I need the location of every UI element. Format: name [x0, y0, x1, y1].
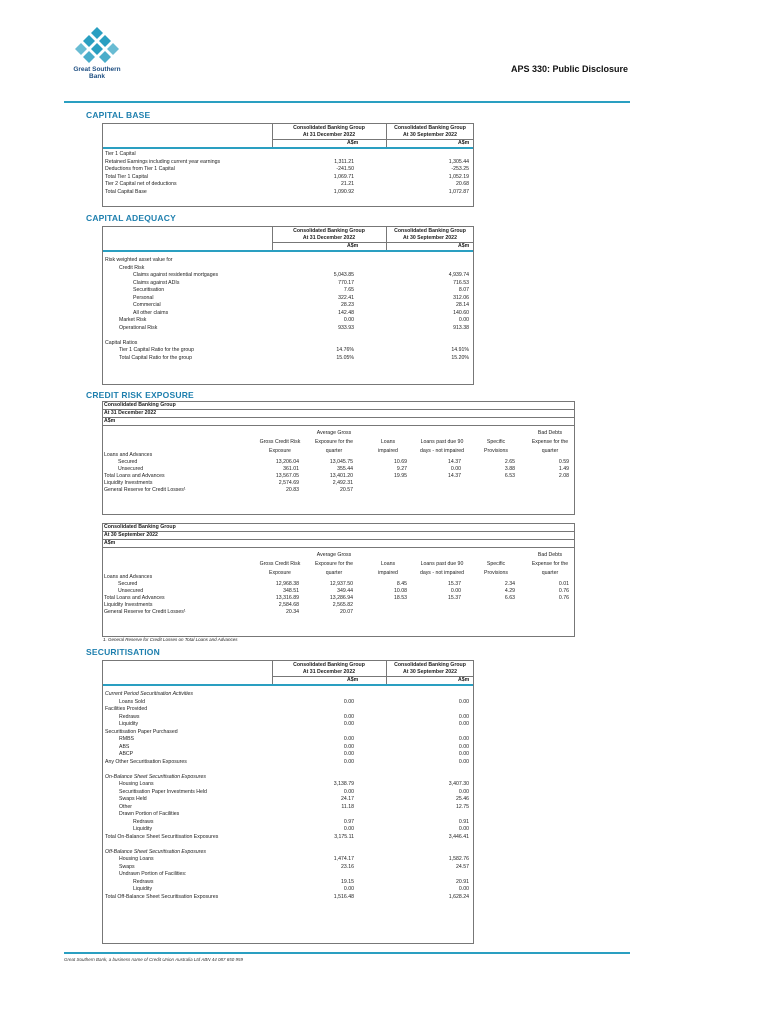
header-rule — [64, 101, 630, 103]
cell-value: 9.27 — [396, 466, 407, 472]
column-header: Specific — [486, 439, 506, 445]
cell-value: 2,574.69 — [278, 480, 299, 486]
value-dec: 28.23 — [341, 302, 354, 308]
row-label: Swaps Held — [119, 796, 147, 802]
col-header-sep-line1: Consolidated Banking Group — [394, 125, 466, 131]
table-row — [103, 452, 574, 459]
value-dec: -241.50 — [336, 166, 354, 172]
cell-value: 0.76 — [558, 588, 569, 594]
column-header: Expense for the — [531, 561, 569, 567]
value-dec: 1,069.71 — [333, 173, 354, 180]
table-row — [103, 609, 574, 616]
col-header-sep-line2: At 30 September 2022 — [403, 235, 457, 241]
column-header: Provisions — [484, 448, 508, 454]
bank-logo — [64, 26, 130, 80]
column-header: quarter — [541, 570, 559, 576]
cell-value: 15.37 — [448, 581, 461, 587]
cell-value: 12,968.38 — [275, 581, 299, 587]
cell-value: 15.37 — [448, 595, 461, 601]
header-rule-thin — [272, 676, 473, 677]
cell-value: 0.59 — [558, 459, 569, 465]
value-dec: 0.00 — [343, 751, 354, 757]
row-label: Retained Earnings including current year earnings — [105, 158, 221, 165]
table-unit-label: A$m — [103, 540, 574, 548]
value-dec: 0.00 — [343, 736, 354, 742]
cell-value: 18.53 — [394, 595, 407, 601]
row-label: Swaps — [119, 863, 135, 870]
value-sep: 28.14 — [456, 302, 469, 308]
value-dec: 0.00 — [343, 713, 354, 720]
value-dec: 21.21 — [341, 181, 354, 187]
row-label: Drawn Portion of Facilities — [119, 811, 180, 817]
row-label: Claims against residential mortgages — [133, 272, 219, 278]
cell-value: 10.69 — [394, 459, 407, 465]
row-label: Secured — [118, 459, 138, 465]
column-header: Bad Debts — [537, 430, 563, 436]
row-label: General Reserve for Credit Losses¹ — [104, 609, 186, 615]
value-dec: 0.00 — [343, 743, 354, 750]
cell-value: 348.51 — [283, 588, 299, 594]
col-header-sep-line2: At 30 September 2022 — [403, 669, 457, 675]
table-group-label: Consolidated Banking Group — [103, 524, 574, 532]
cell-value: 12,937.50 — [329, 581, 353, 587]
value-dec: 0.00 — [343, 758, 354, 765]
header-rule-thin — [272, 242, 473, 243]
row-label: Risk weighted asset value for — [105, 257, 173, 263]
row-label: Total Capital Base — [105, 188, 147, 195]
row-label: Other — [119, 803, 132, 810]
header-rule-accent — [103, 684, 473, 686]
unit-dec: A$m — [347, 677, 359, 683]
table-row — [103, 473, 574, 480]
row-label: Liquidity — [133, 886, 153, 892]
row-label: Liquidity Investments — [104, 480, 153, 486]
value-dec: 0.00 — [343, 698, 354, 705]
cell-value: 4.29 — [504, 588, 515, 594]
value-dec: 1,090.92 — [333, 188, 354, 195]
column-header: days - not impaired — [419, 570, 465, 576]
capital-base-table — [102, 123, 474, 207]
value-dec: 933.93 — [338, 324, 354, 331]
table-unit-label: A$m — [103, 418, 574, 426]
table-row — [103, 588, 574, 595]
value-sep: 0.00 — [458, 751, 469, 757]
capital-adequacy-table — [102, 226, 474, 385]
col-header-sep-line1: Consolidated Banking Group — [394, 228, 466, 234]
col-header-dec-line2: At 31 December 2022 — [302, 132, 356, 138]
cell-value: 20.07 — [340, 609, 353, 615]
row-label: Redraws — [119, 713, 140, 720]
cell-value: 361.01 — [283, 466, 299, 472]
value-dec: 0.00 — [343, 317, 354, 323]
value-sep: 0.00 — [458, 736, 469, 742]
row-label: Deductions from Tier 1 Capital — [105, 166, 175, 172]
column-header: Exposure for the — [314, 561, 354, 567]
credit-risk-table — [102, 523, 575, 637]
value-dec: 0.00 — [343, 886, 354, 892]
column-header: Specific — [486, 561, 506, 567]
cell-value: 1.49 — [558, 466, 569, 472]
column-header: Exposure — [269, 570, 291, 576]
row-label: Off-Balance Sheet Securitisation Exposures — [105, 848, 206, 855]
row-label: Undrawn Portion of Facilities: — [119, 871, 187, 877]
unit-sep: A$m — [458, 243, 470, 249]
row-label: All other claims — [133, 309, 169, 316]
value-sep: 0.00 — [458, 713, 469, 720]
cell-value: 2,492.31 — [332, 480, 353, 486]
row-label: Housing Loans — [119, 781, 154, 787]
row-label: Total On-Balance Sheet Securitisation Exposures — [105, 833, 219, 840]
row-label: Total Tier 1 Capital — [105, 173, 148, 180]
logo-text-line1: Great Southern — [73, 66, 121, 73]
value-dec: 0.97 — [343, 818, 354, 825]
unit-sep: A$m — [458, 140, 470, 146]
unit-dec: A$m — [347, 243, 359, 249]
column-header: Loans — [380, 439, 396, 445]
column-header: Average Gross — [316, 430, 352, 436]
col-header-sep-line1: Consolidated Banking Group — [394, 662, 466, 668]
table-row — [103, 574, 574, 581]
cell-value: 2.34 — [504, 581, 515, 587]
row-label: Securitisation — [133, 287, 165, 293]
row-label: General Reserve for Credit Losses¹ — [104, 487, 186, 493]
row-label: Housing Loans — [119, 856, 154, 862]
cell-value: 2.08 — [558, 473, 569, 479]
row-label: Securitisation Paper Purchased — [105, 728, 178, 735]
row-label: Claims against ADIs — [133, 279, 180, 286]
row-label: Unsecured — [118, 466, 144, 472]
row-label: Unsecured — [118, 588, 144, 594]
row-label: Capital Ratios — [105, 339, 138, 346]
column-headers — [103, 426, 574, 452]
col-header-dec-line2: At 31 December 2022 — [302, 235, 356, 241]
value-dec: 23.16 — [341, 863, 354, 870]
cell-value: 13,316.89 — [275, 595, 299, 601]
row-label: Secured — [118, 581, 138, 587]
securitisation-title: SECURITISATION — [86, 647, 160, 657]
value-sep: 0.00 — [458, 886, 469, 892]
row-label: Personal — [133, 294, 154, 301]
row-label: ABS — [119, 743, 130, 750]
value-dec: 19.15 — [341, 878, 354, 885]
value-dec: 3,175.11 — [334, 833, 354, 840]
cell-value: 14.37 — [448, 473, 461, 479]
row-label: Credit Risk — [119, 264, 145, 271]
value-sep: 0.00 — [458, 721, 469, 727]
row-label: Total Off-Balance Sheet Securitisation Exposures — [105, 893, 219, 900]
value-sep: 24.57 — [456, 863, 469, 870]
value-sep: 4,939.74 — [448, 272, 469, 278]
column-header: Gross Credit Risk — [259, 561, 301, 567]
row-label: Liquidity — [119, 721, 139, 727]
capital-base-title: CAPITAL BASE — [86, 110, 151, 120]
value-sep: 1,305.44 — [448, 158, 469, 165]
value-dec: 7.65 — [343, 287, 354, 293]
footer-text: Great Southern Bank, a business name of Credit Union Australia Ltd ABN 44 087 650 959 — [64, 957, 244, 962]
row-label: Total Capital Ratio for the group — [119, 354, 192, 361]
column-header: quarter — [541, 448, 559, 454]
column-header: Provisions — [484, 570, 508, 576]
row-label: Tier 1 Capital — [105, 151, 136, 157]
row-label: Market Risk — [119, 317, 147, 323]
value-dec: 0.00 — [343, 788, 354, 795]
cell-value: 13,401.20 — [329, 473, 353, 479]
value-sep: 15.20% — [451, 354, 469, 361]
value-sep: 140.60 — [453, 309, 469, 316]
row-label: Total Loans and Advances — [104, 595, 165, 601]
value-dec: 0.00 — [343, 721, 354, 727]
unit-dec: A$m — [347, 140, 359, 146]
col-header-dec-line1: Consolidated Banking Group — [293, 662, 365, 668]
table-row — [103, 480, 574, 487]
row-label: Loans and Advances — [104, 574, 153, 580]
value-sep: 1,052.19 — [448, 173, 469, 180]
row-label: Commercial — [133, 302, 161, 308]
value-sep: 0.00 — [458, 317, 469, 323]
row-label: RMBS — [119, 736, 134, 742]
table-row — [103, 466, 574, 473]
header-rule-accent — [103, 147, 473, 149]
column-header: Gross Credit Risk — [259, 439, 301, 445]
table-row — [103, 602, 574, 609]
table-row — [103, 581, 574, 588]
column-header: Loans past due 90 — [420, 439, 464, 445]
row-label: Liquidity — [133, 826, 153, 832]
col-header-dec-line1: Consolidated Banking Group — [293, 125, 365, 131]
credit-risk-table — [102, 401, 575, 515]
row-label: Loans Sold — [119, 698, 145, 705]
cell-value: 20.34 — [286, 609, 299, 615]
value-dec: 24.17 — [341, 796, 354, 802]
column-header: impaired — [378, 448, 398, 454]
value-sep: 1,628.24 — [448, 893, 469, 900]
value-sep: 0.00 — [458, 758, 469, 765]
col-header-sep-line2: At 30 September 2022 — [403, 132, 457, 138]
table-row — [103, 459, 574, 466]
table-group-label: Consolidated Banking Group — [103, 402, 574, 410]
row-label: Tier 1 Capital Ratio for the group — [119, 347, 195, 353]
table-date-label: At 30 September 2022 — [103, 532, 574, 540]
row-label: Liquidity Investments — [104, 602, 153, 608]
col-header-dec-line1: Consolidated Banking Group — [293, 228, 365, 234]
securitisation-table — [102, 660, 474, 944]
cell-value: 0.76 — [558, 595, 569, 601]
row-label: Operational Risk — [119, 324, 158, 331]
header-rule-accent — [103, 250, 473, 252]
value-sep: 14.91% — [451, 347, 469, 353]
cell-value: 2,584.68 — [278, 602, 299, 608]
column-header: quarter — [325, 448, 343, 454]
value-sep: 20.68 — [456, 181, 469, 187]
column-header: quarter — [325, 570, 343, 576]
value-sep: 312.06 — [453, 294, 469, 301]
cell-value: 8.45 — [396, 581, 407, 587]
cell-value: 0.00 — [450, 466, 461, 472]
logo-diamond-icon — [75, 26, 119, 64]
credit-risk-title: CREDIT RISK EXPOSURE — [86, 390, 194, 400]
column-header: Expense for the — [531, 439, 569, 445]
value-sep: 12.75 — [456, 803, 469, 810]
column-header: Exposure for the — [314, 439, 354, 445]
value-sep: 0.00 — [458, 743, 469, 750]
cell-value: 6.53 — [504, 473, 515, 479]
cell-value: 349.44 — [337, 588, 353, 594]
credit-risk-footnote: 1. General Reserve for Credit Losses on Total Loans and Advances — [103, 637, 238, 642]
value-sep: -253.25 — [451, 166, 469, 172]
col-header-dec-line2: At 31 December 2022 — [302, 669, 356, 675]
value-dec: 5,043.85 — [333, 272, 354, 278]
row-label: Securitisation Paper Investments Held — [119, 788, 207, 795]
row-label: Tier 2 Capital net of deductions — [105, 181, 177, 187]
row-label: Loans and Advances — [104, 452, 153, 458]
value-sep: 1,072.87 — [448, 188, 469, 195]
value-dec: 1,516.48 — [333, 893, 354, 900]
cell-value: 13,286.94 — [329, 595, 353, 601]
value-sep: 0.00 — [458, 788, 469, 795]
value-dec: 0.00 — [343, 826, 354, 832]
row-label: On-Balance Sheet Securitisation Exposures — [105, 773, 206, 780]
value-dec: 3,138.79 — [333, 781, 354, 787]
value-sep: 8.07 — [458, 287, 469, 293]
cell-value: 3.88 — [504, 466, 515, 472]
capital-adequacy-title: CAPITAL ADEQUACY — [86, 213, 176, 223]
table-row — [103, 487, 574, 494]
cell-value: 13,567.05 — [275, 473, 299, 479]
header-rule-thin — [272, 139, 473, 140]
row-label: Redraws — [133, 878, 154, 885]
column-header: Loans past due 90 — [420, 561, 464, 567]
value-sep: 25.46 — [456, 796, 469, 802]
value-sep: 0.00 — [458, 698, 469, 705]
value-dec: 142.48 — [338, 309, 354, 316]
value-sep: 0.91 — [458, 818, 469, 825]
table-row — [103, 595, 574, 602]
value-sep: 1,582.76 — [448, 856, 469, 862]
cell-value: 2.65 — [504, 459, 515, 465]
value-dec: 14.76% — [336, 347, 354, 353]
footer-rule — [64, 952, 630, 954]
cell-value: 13,206.04 — [275, 459, 299, 465]
table-date-label: At 31 December 2022 — [103, 410, 574, 418]
cell-value: 0.01 — [558, 581, 569, 587]
cell-value: 14.37 — [448, 459, 461, 465]
value-sep: 20.91 — [456, 878, 469, 885]
column-headers — [103, 548, 574, 574]
value-dec: 1,311.21 — [334, 158, 354, 165]
value-dec: 15.05% — [336, 354, 354, 361]
unit-sep: A$m — [458, 677, 470, 683]
cell-value: 19.95 — [394, 473, 407, 479]
row-label: ABCP — [119, 751, 134, 757]
row-label: Total Loans and Advances — [104, 473, 165, 479]
value-sep: 0.00 — [458, 826, 469, 832]
value-sep: 3,407.30 — [448, 781, 469, 787]
value-dec: 11.18 — [341, 803, 354, 810]
cell-value: 0.00 — [450, 588, 461, 594]
logo-text-line2: Bank — [89, 73, 105, 80]
value-sep: 913.38 — [453, 324, 469, 331]
cell-value: 13,045.75 — [329, 459, 353, 465]
column-header: Loans — [380, 561, 396, 567]
column-header: impaired — [378, 570, 398, 576]
column-header: Exposure — [269, 448, 291, 454]
cell-value: 10.08 — [394, 588, 407, 594]
value-sep: 716.53 — [453, 279, 469, 286]
value-sep: 3,446.41 — [448, 833, 469, 840]
row-label: Redraws — [133, 818, 154, 825]
row-label: Facilities Provided — [105, 706, 148, 712]
row-label: Current Period Securitisation Activities — [105, 691, 194, 697]
column-header: Bad Debts — [537, 552, 563, 558]
document-title: APS 330: Public Disclosure — [510, 64, 628, 74]
value-dec: 770.17 — [338, 279, 354, 286]
cell-value: 20.83 — [286, 487, 299, 493]
row-label: Any Other Securitisation Exposures — [105, 758, 187, 765]
column-header: days - not impaired — [419, 448, 465, 454]
value-dec: 1,474.17 — [333, 856, 354, 862]
cell-value: 20.57 — [340, 487, 353, 493]
column-header: Average Gross — [316, 552, 352, 558]
cell-value: 355.44 — [337, 466, 353, 472]
cell-value: 2,565.82 — [332, 602, 353, 608]
cell-value: 6.63 — [504, 595, 515, 601]
value-dec: 322.41 — [338, 294, 354, 301]
